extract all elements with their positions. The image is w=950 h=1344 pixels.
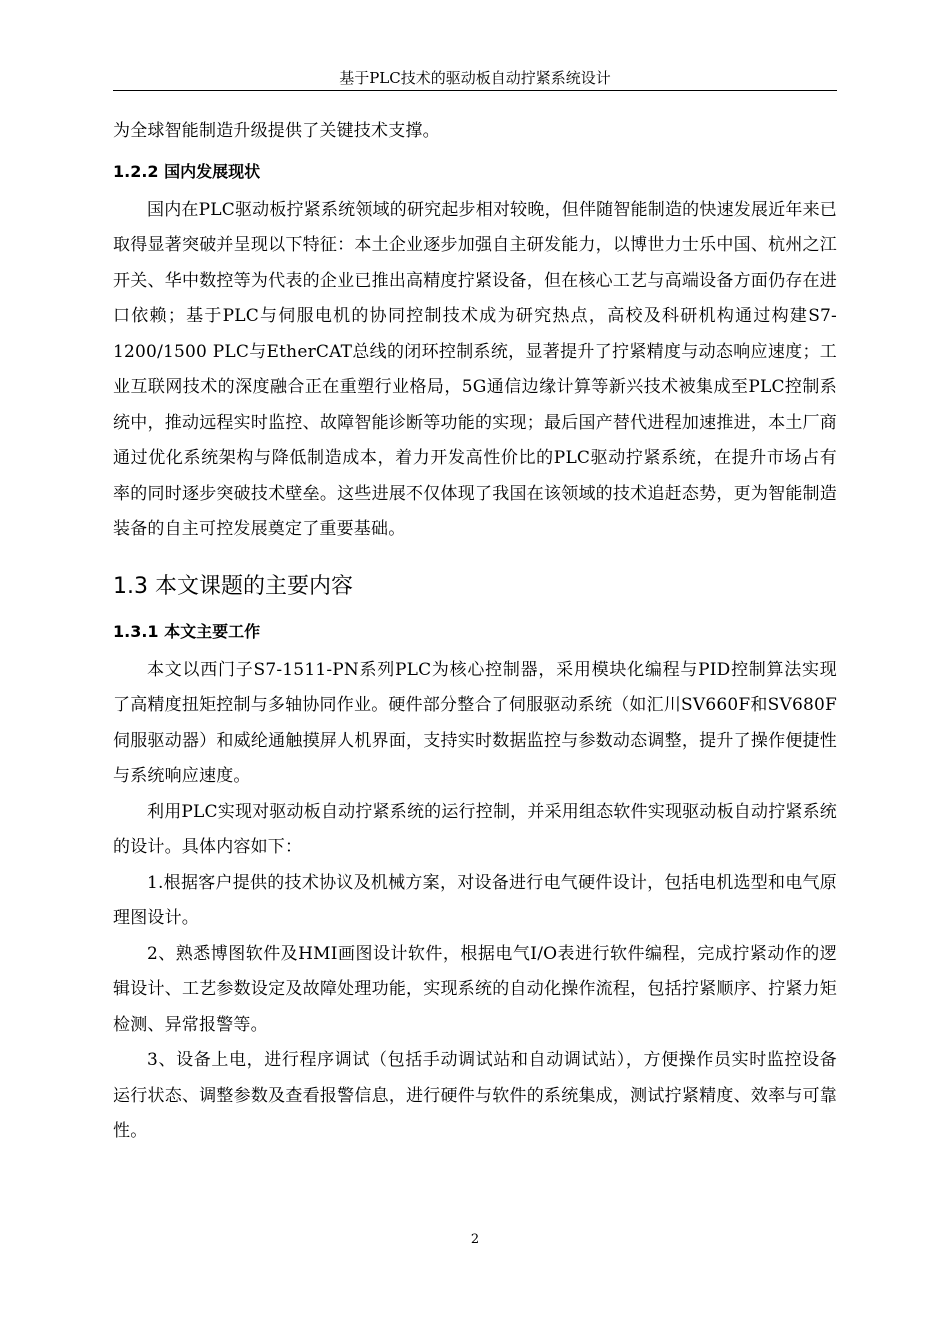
- plc-control-paragraph: 利用PLC实现对驱动板自动拧紧系统的运行控制，并采用组态软件实现驱动板自动拧紧系统的设计。具体内容如下：: [113, 801, 837, 857]
- page-body: [113, 114, 837, 1150]
- list-item-3: 3、设备上电，进行程序调试（包括手动调试站和自动调试站），方便操作员实时监控设备运行状态、调整参数及查看报警信息，进行硬件与软件的系统集成，测试拧紧精度、效率与可靠性。: [113, 1050, 837, 1141]
- running-header: 基于PLC技术的驱动板自动拧紧系统设计: [339, 69, 611, 87]
- intro-paragraph: 为全球智能制造升级提供了关键技术支撑。: [113, 121, 440, 141]
- page-number: 2: [470, 1232, 480, 1247]
- section-heading-1-3: 1.3 本文课题的主要内容: [113, 573, 353, 599]
- header-rule: [113, 90, 837, 91]
- domestic-status-paragraph: 国内在PLC驱动板拧紧系统领域的研究起步相对较晚，但伴随智能制造的快速发展近年来已取得显著突破并呈现以下特征：本土企业逐步加强自主研发能力，以博世力士乐中国、杭州之江开关、华中数控等为代表的企业已推出高精度拧紧设备，但在核心工艺与高端设备方面仍存在进口依赖；基于PLC与伺服电机的协同控制技术成为研究热点，高校及科研机构通过构建S7-1200/1500 PLC与EtherCAT总线的闭环控制系统，显著提升了拧紧精度与动态响应速度；工业互联网技术的深度融合正在重塑行业格局，5G通信边缘计算等新兴技术被集成至PLC控制系统中，推动远程实时监控、故障智能诊断等功能的实现；最后国产替代进程加速推进，本土厂商通过优化系统架构与降低制造成本，着力开发高性价比的PLC驱动拧紧系统，在提升市场占有率的同时逐步突破技术壁垒。这些进展不仅体现了我国在该领域的技术追赶态势，更为智能制造装备的自主可控发展奠定了重要基础。: [113, 199, 837, 539]
- list-item-2: 2、熟悉博图软件及HMI画图设计软件，根据电气I/O表进行软件编程，完成拧紧动作的逻辑设计、工艺参数设定及故障处理功能，实现系统的自动化操作流程，包括拧紧顺序、拧紧力矩检测、异常报警等。: [113, 943, 837, 1035]
- section-heading-1-2-2: 1.2.2 国内发展现状: [113, 161, 261, 181]
- section-heading-1-3-1: 1.3.1 本文主要工作: [113, 621, 261, 641]
- main-work-paragraph: 本文以西门子S7-1511-PN系列PLC为核心控制器，采用模块化编程与PID控制算法实现了高精度扭矩控制与多轴协同作业。硬件部分整合了伺服驱动系统（如汇川SV660F和SV680F伺服驱动器）和威纶通触摸屏人机界面，支持实时数据监控与参数动态调整，提升了操作便捷性与系统响应速度。: [113, 659, 837, 786]
- list-item-1: 1.根据客户提供的技术协议及机械方案，对设备进行电气硬件设计，包括电机选型和电气原理图设计。: [113, 872, 837, 928]
